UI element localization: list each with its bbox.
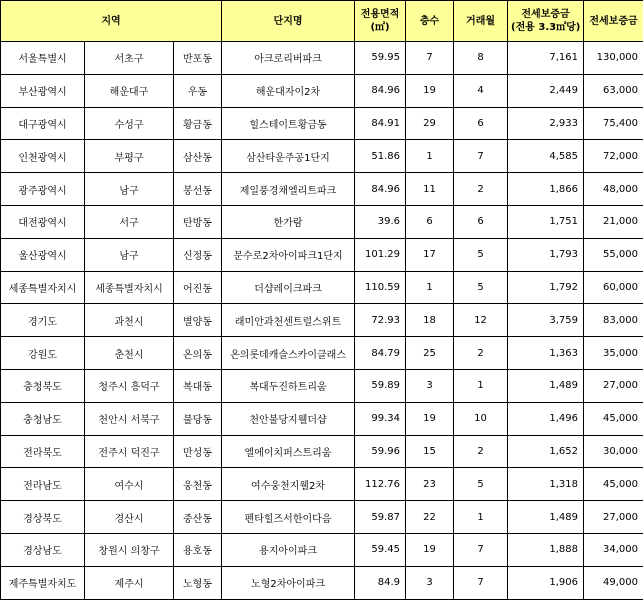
cell-complex: 삼산타운주공1단지: [222, 140, 355, 173]
cell-province: 광주광역시: [1, 173, 85, 206]
cell-city: 춘천시: [85, 337, 174, 370]
cell-city: 제주시: [85, 566, 174, 599]
cell-complex: 온의롯데캐슬스카이클래스: [222, 337, 355, 370]
cell-dong: 중산동: [174, 501, 222, 534]
table-row: [1, 402, 643, 435]
cell-dong: 우동: [174, 74, 222, 107]
cell-area: 59.95: [355, 42, 406, 75]
cell-floor: 1: [406, 271, 454, 304]
cell-city: 서구: [85, 205, 174, 238]
cell-dong: 탄방동: [174, 205, 222, 238]
cell-complex: 힐스테이트황금동: [222, 107, 355, 140]
table-row: [1, 304, 643, 337]
cell-area: 112.76: [355, 468, 406, 501]
cell-floor: 19: [406, 533, 454, 566]
cell-area: 110.59: [355, 271, 406, 304]
cell-floor: 19: [406, 402, 454, 435]
cell-month: 7: [454, 140, 508, 173]
cell-floor: 22: [406, 501, 454, 534]
cell-deposit-per-area: 2,933: [508, 107, 584, 140]
cell-deposit-per-area: 1,318: [508, 468, 584, 501]
cell-deposit-per-area: 1,751: [508, 205, 584, 238]
cell-month: 4: [454, 74, 508, 107]
cell-deposit: 45,000: [584, 468, 643, 501]
cell-month: 6: [454, 107, 508, 140]
cell-complex: 해운대자이2차: [222, 74, 355, 107]
cell-deposit: 60,000: [584, 271, 643, 304]
table-row: [1, 74, 643, 107]
cell-deposit-per-area: 1,793: [508, 238, 584, 271]
cell-dong: 만성동: [174, 435, 222, 468]
cell-dong: 불당동: [174, 402, 222, 435]
table-row: [1, 501, 643, 534]
cell-city: 천안시 서북구: [85, 402, 174, 435]
cell-month: 7: [454, 566, 508, 599]
cell-deposit-per-area: 1,906: [508, 566, 584, 599]
cell-month: 6: [454, 205, 508, 238]
cell-complex: 더샵레이크파크: [222, 271, 355, 304]
cell-area: 59.87: [355, 501, 406, 534]
cell-complex: 복대두진하트리움: [222, 369, 355, 402]
cell-deposit-per-area: 1,866: [508, 173, 584, 206]
cell-area: 84.79: [355, 337, 406, 370]
cell-deposit-per-area: 2,449: [508, 74, 584, 107]
cell-month: 12: [454, 304, 508, 337]
table-row: [1, 140, 643, 173]
cell-area: 84.91: [355, 107, 406, 140]
cell-deposit-per-area: 3,759: [508, 304, 584, 337]
cell-month: 2: [454, 435, 508, 468]
cell-month: 8: [454, 42, 508, 75]
cell-area: 84.9: [355, 566, 406, 599]
cell-complex: 제일풍경채엘리트파크: [222, 173, 355, 206]
cell-complex: 한가람: [222, 205, 355, 238]
cell-city: 세종특별자치시: [85, 271, 174, 304]
cell-province: 전라북도: [1, 435, 85, 468]
table-row: [1, 337, 643, 370]
cell-dong: 반포동: [174, 42, 222, 75]
cell-area: 59.89: [355, 369, 406, 402]
table-row: [1, 271, 643, 304]
cell-area: 51.86: [355, 140, 406, 173]
header-region: 지역: [1, 1, 222, 42]
table-row: [1, 107, 643, 140]
cell-province: 전라남도: [1, 468, 85, 501]
cell-province: 부산광역시: [1, 74, 85, 107]
table-row: [1, 435, 643, 468]
cell-complex: 펜타힐즈서한이다음: [222, 501, 355, 534]
cell-city: 남구: [85, 173, 174, 206]
cell-city: 창원시 의창구: [85, 533, 174, 566]
cell-deposit-per-area: 1,652: [508, 435, 584, 468]
cell-floor: 23: [406, 468, 454, 501]
cell-deposit: 49,000: [584, 566, 643, 599]
cell-deposit: 83,000: [584, 304, 643, 337]
cell-floor: 7: [406, 42, 454, 75]
cell-dong: 별양동: [174, 304, 222, 337]
cell-complex: 여수웅천지웰2차: [222, 468, 355, 501]
cell-province: 대구광역시: [1, 107, 85, 140]
cell-deposit: 55,000: [584, 238, 643, 271]
cell-floor: 29: [406, 107, 454, 140]
header-deposit-per-area: 전세보증금 (전용 3.3㎡당): [508, 1, 584, 42]
cell-floor: 6: [406, 205, 454, 238]
table-row: [1, 468, 643, 501]
cell-month: 10: [454, 402, 508, 435]
cell-province: 세종특별자치시: [1, 271, 85, 304]
cell-complex: 천안불당지웰더샵: [222, 402, 355, 435]
cell-floor: 19: [406, 74, 454, 107]
cell-month: 5: [454, 468, 508, 501]
header-row: [1, 1, 643, 42]
cell-month: 7: [454, 533, 508, 566]
cell-deposit: 27,000: [584, 501, 643, 534]
cell-month: 1: [454, 501, 508, 534]
cell-floor: 17: [406, 238, 454, 271]
table-row: [1, 238, 643, 271]
cell-province: 충청북도: [1, 369, 85, 402]
cell-province: 경기도: [1, 304, 85, 337]
cell-month: 1: [454, 369, 508, 402]
cell-area: 39.6: [355, 205, 406, 238]
cell-province: 충청남도: [1, 402, 85, 435]
cell-floor: 3: [406, 369, 454, 402]
cell-floor: 1: [406, 140, 454, 173]
cell-deposit: 34,000: [584, 533, 643, 566]
cell-complex: 용지아이파크: [222, 533, 355, 566]
cell-complex: 래미안과천센트럴스위트: [222, 304, 355, 337]
cell-province: 제주특별자치도: [1, 566, 85, 599]
cell-province: 서울특별시: [1, 42, 85, 75]
cell-complex: 아크로리버파크: [222, 42, 355, 75]
cell-area: 72.93: [355, 304, 406, 337]
cell-deposit: 30,000: [584, 435, 643, 468]
cell-floor: 18: [406, 304, 454, 337]
cell-complex: 노형2차아이파크: [222, 566, 355, 599]
cell-deposit-per-area: 1,489: [508, 501, 584, 534]
cell-deposit: 21,000: [584, 205, 643, 238]
cell-deposit-per-area: 1,496: [508, 402, 584, 435]
table-row: [1, 173, 643, 206]
cell-city: 남구: [85, 238, 174, 271]
cell-province: 인천광역시: [1, 140, 85, 173]
header-area: 전용면적 (㎡): [355, 1, 406, 42]
cell-complex: 문수로2차아이파크1단지: [222, 238, 355, 271]
cell-city: 과천시: [85, 304, 174, 337]
cell-deposit: 48,000: [584, 173, 643, 206]
cell-dong: 신정동: [174, 238, 222, 271]
cell-city: 전주시 덕진구: [85, 435, 174, 468]
cell-province: 강원도: [1, 337, 85, 370]
table-row: [1, 205, 643, 238]
cell-dong: 온의동: [174, 337, 222, 370]
cell-dong: 노형동: [174, 566, 222, 599]
cell-dong: 어진동: [174, 271, 222, 304]
cell-city: 청주시 흥덕구: [85, 369, 174, 402]
cell-city: 여수시: [85, 468, 174, 501]
table-row: [1, 566, 643, 599]
table-row: [1, 369, 643, 402]
cell-deposit: 72,000: [584, 140, 643, 173]
cell-province: 경상남도: [1, 533, 85, 566]
cell-deposit-per-area: 1,888: [508, 533, 584, 566]
cell-area: 101.29: [355, 238, 406, 271]
cell-dong: 봉선동: [174, 173, 222, 206]
cell-area: 99.34: [355, 402, 406, 435]
cell-month: 5: [454, 271, 508, 304]
header-complex: 단지명: [222, 1, 355, 42]
cell-complex: 엘에이치퍼스트리움: [222, 435, 355, 468]
table-row: [1, 42, 643, 75]
table-row: [1, 533, 643, 566]
cell-month: 2: [454, 337, 508, 370]
cell-deposit-per-area: 1,363: [508, 337, 584, 370]
cell-dong: 용호동: [174, 533, 222, 566]
cell-deposit-per-area: 1,792: [508, 271, 584, 304]
cell-deposit: 45,000: [584, 402, 643, 435]
cell-dong: 삼산동: [174, 140, 222, 173]
cell-deposit-per-area: 4,585: [508, 140, 584, 173]
cell-floor: 25: [406, 337, 454, 370]
cell-area: 59.96: [355, 435, 406, 468]
cell-floor: 11: [406, 173, 454, 206]
cell-month: 5: [454, 238, 508, 271]
cell-month: 2: [454, 173, 508, 206]
header-deposit: 전세보증금: [584, 1, 643, 42]
header-floor: 층수: [406, 1, 454, 42]
cell-province: 경상북도: [1, 501, 85, 534]
cell-city: 서초구: [85, 42, 174, 75]
cell-deposit: 130,000: [584, 42, 643, 75]
cell-city: 수성구: [85, 107, 174, 140]
cell-dong: 복대동: [174, 369, 222, 402]
header-month: 거래월: [454, 1, 508, 42]
cell-city: 해운대구: [85, 74, 174, 107]
cell-area: 84.96: [355, 173, 406, 206]
cell-floor: 3: [406, 566, 454, 599]
table-body: [1, 42, 643, 600]
cell-dong: 황금동: [174, 107, 222, 140]
cell-deposit-per-area: 7,161: [508, 42, 584, 75]
cell-province: 울산광역시: [1, 238, 85, 271]
cell-area: 59.45: [355, 533, 406, 566]
cell-dong: 웅천동: [174, 468, 222, 501]
cell-floor: 15: [406, 435, 454, 468]
cell-deposit: 63,000: [584, 74, 643, 107]
cell-deposit: 35,000: [584, 337, 643, 370]
cell-city: 부평구: [85, 140, 174, 173]
cell-deposit: 27,000: [584, 369, 643, 402]
cell-province: 대전광역시: [1, 205, 85, 238]
cell-deposit-per-area: 1,489: [508, 369, 584, 402]
cell-city: 경산시: [85, 501, 174, 534]
cell-area: 84.96: [355, 74, 406, 107]
cell-deposit: 75,400: [584, 107, 643, 140]
